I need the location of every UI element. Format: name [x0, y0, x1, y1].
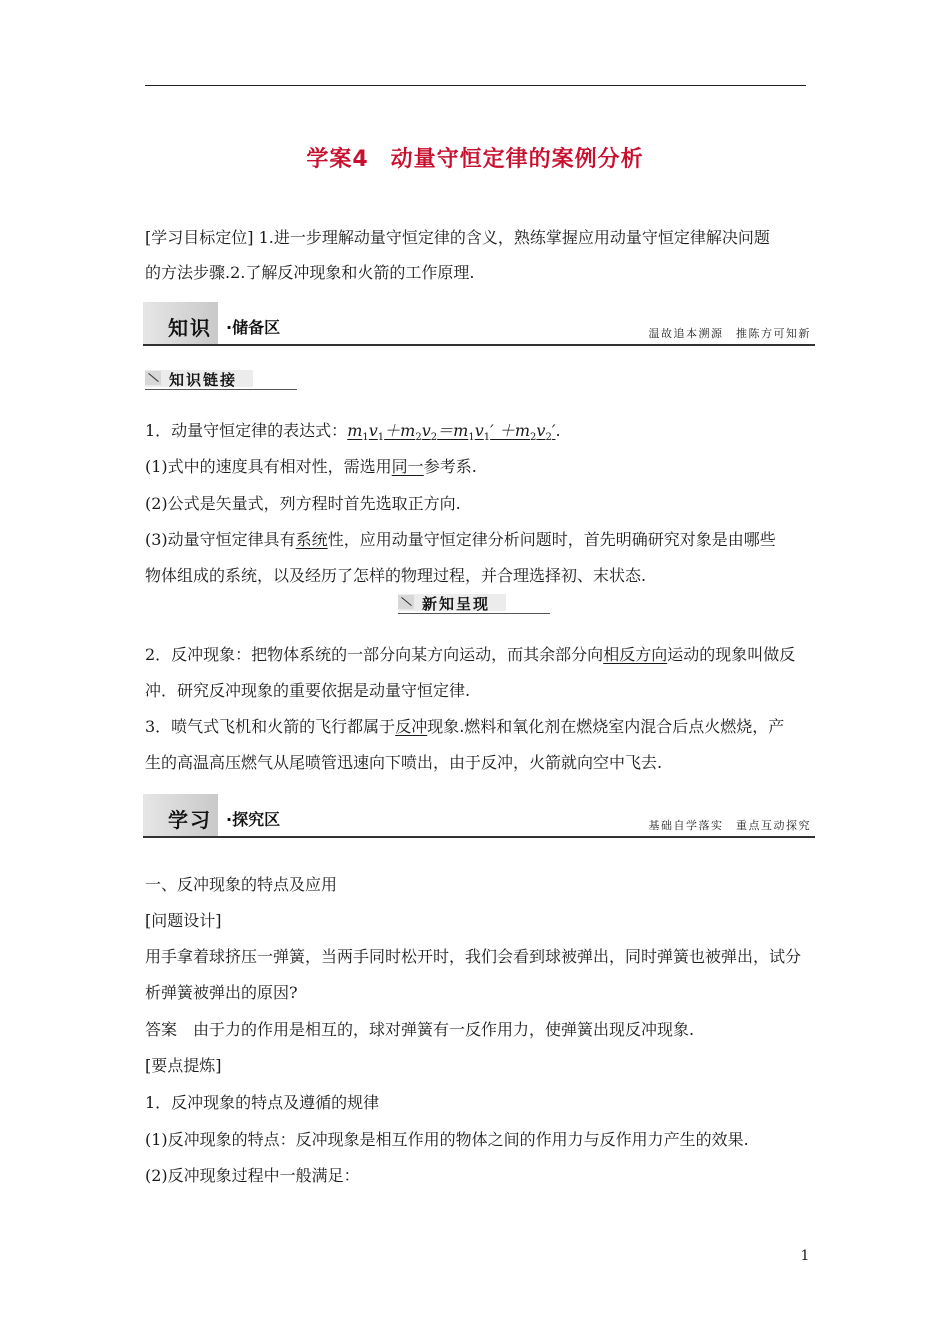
section-banner-study [143, 794, 815, 838]
objective-line-1: [学习目标定位] 1.进一步理解动量守恒定律的含义，熟练掌握应用动量守恒定律解决问题 [145, 228, 770, 247]
banner-slogan: 温故追本溯源 推陈方可知新 [648, 327, 811, 340]
key-1: 1．反冲现象的特点及遵循的规律 [145, 1093, 380, 1112]
problem-label: [问题设计] [145, 911, 222, 930]
item-1-2: (2)公式是矢量式，列方程时首先选取正方向. [145, 494, 461, 513]
item-2-cont: 冲．研究反冲现象的重要依据是动量守恒定律. [145, 681, 471, 700]
banner-title: 学习 [168, 808, 212, 832]
subhead-icon [398, 595, 414, 609]
banner-subtitle: ·储备区 [226, 318, 281, 337]
answer: 答案 由于力的作用是相互的，球对弹簧有一反作用力，使弹簧出现反冲现象. [145, 1020, 695, 1039]
item-1-1: (1)式中的速度具有相对性，需选用同一参考系. [145, 457, 477, 476]
page-title [0, 142, 950, 173]
page-number: 1 [800, 1248, 810, 1264]
banner-title: 知识 [168, 316, 212, 340]
key-1-2: (2)反冲现象过程中一般满足： [145, 1166, 360, 1185]
item-2: 2．反冲现象：把物体系统的一部分向某方向运动，而其余部分向相反方向运动的现象叫做反 [145, 645, 796, 664]
problem-line-2: 析弹簧被弹出的原因? [145, 983, 298, 1002]
item-1-3: (3)动量守恒定律具有系统性，应用动量守恒定律分析问题时，首先明确研究对象是由哪些 [145, 530, 776, 549]
title-number: 学案4 [306, 147, 369, 172]
title-text: 动量守恒定律的案例分析 [390, 147, 644, 172]
key-label: [要点提炼] [145, 1056, 222, 1075]
item-3: 3．喷气式飞机和火箭的飞行都属于反冲现象.燃料和氧化剂在燃烧室内混合后点火燃烧，产 [145, 717, 785, 736]
momentum-formula: $m_1v_1+m_2v_2=m_1v_1' +m_2v_2'$ [347, 421, 556, 444]
item-1: 1．动量守恒定律的表达式：$m_1v_1+m_2v_2=m_1v_1' +m_2v_2'$. [145, 421, 561, 444]
banner-rule [143, 344, 815, 346]
banner-slogan: 基础自学落实 重点互动探究 [648, 819, 811, 832]
banner-rule [143, 836, 815, 838]
key-1-1: (1)反冲现象的特点：反冲现象是相互作用的物体之间的作用力与反作用力产生的效果. [145, 1130, 749, 1149]
subhead-new-knowledge [398, 593, 553, 615]
problem-line-1: 用手拿着球挤压一弹簧，当两手同时松开时，我们会看到球被弹出，同时弹簧也被弹出，试分 [145, 947, 802, 966]
item-1-3-cont: 物体组成的系统，以及经历了怎样的物理过程，并合理选择初、末状态. [145, 566, 647, 585]
section-banner-knowledge [143, 302, 815, 346]
header-rule [145, 85, 806, 86]
banner-subtitle: ·探究区 [226, 810, 281, 829]
subhead-knowledge-link [145, 369, 300, 391]
item-3-cont: 生的高温高压燃气从尾喷管迅速向下喷出，由于反冲，火箭就向空中飞去. [145, 753, 663, 772]
subhead-label: 新知呈现 [422, 595, 491, 613]
section-heading: 一、反冲现象的特点及应用 [145, 875, 338, 894]
subhead-label: 知识链接 [169, 371, 238, 389]
subhead-icon [145, 371, 161, 385]
objective-line-2: 的方法步骤.2.了解反冲现象和火箭的工作原理. [145, 263, 475, 282]
